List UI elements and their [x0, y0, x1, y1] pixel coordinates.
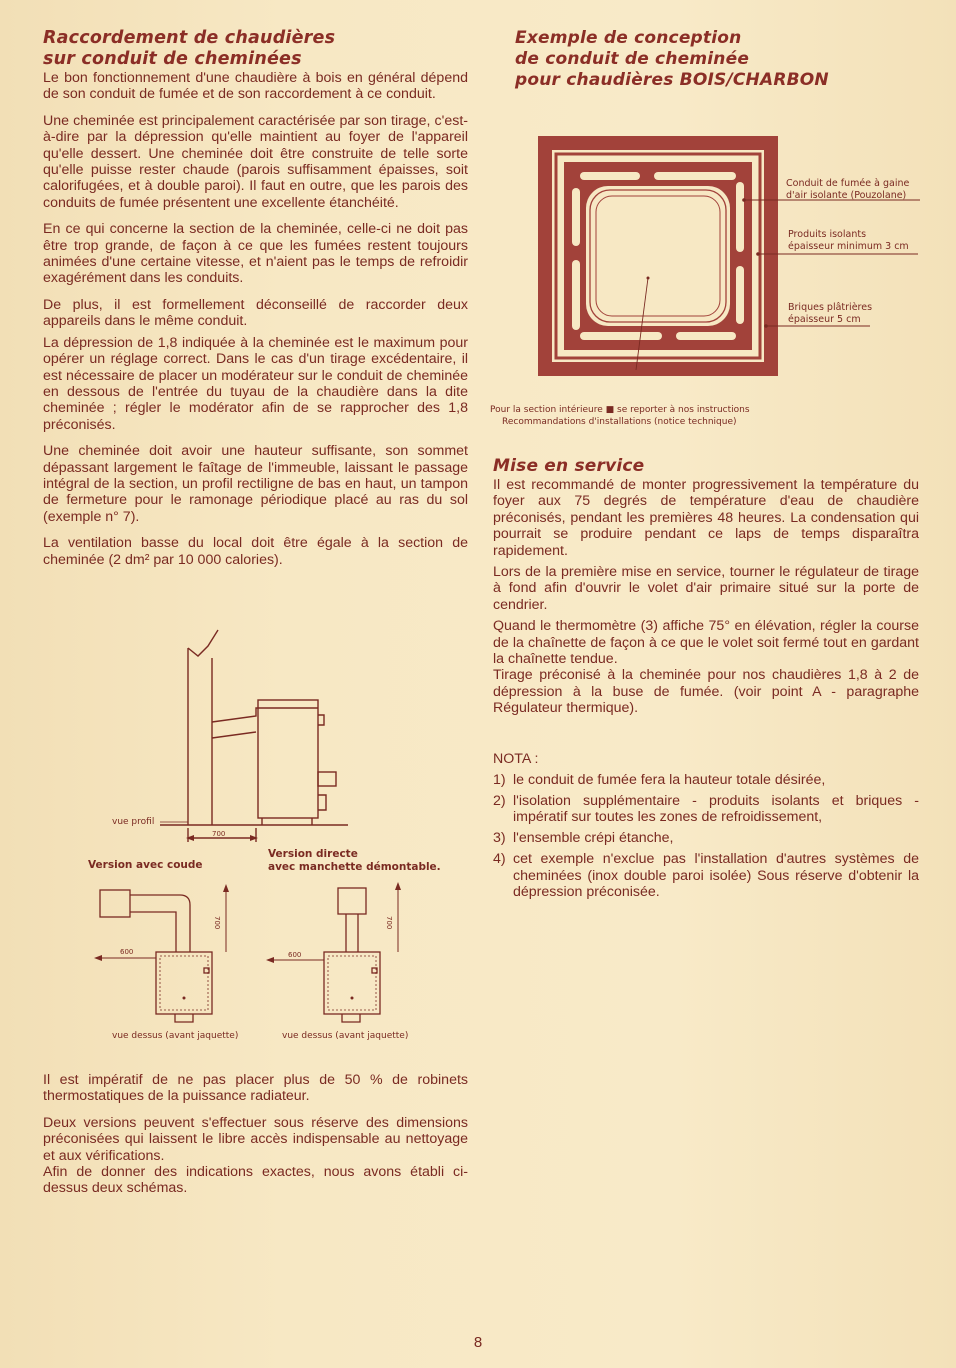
title-line-2: sur conduit de cheminées [43, 49, 302, 69]
paragraph: Il est recommandé de monter progressivement la température du foyer aux 75 degrés de température d'eau de chaudière préconisés, pendant les premières 48 heures. La condensation qui pourrait se produire pendant ce laps de temps disparaîtra rapidement. [493, 477, 919, 559]
section-title-exemple [515, 28, 943, 91]
right-column-header [515, 28, 943, 91]
nota-text: l'isolation supplémentaire - produits isolants et briques - impératif sur toutes les zones de refroidissement, [513, 793, 919, 826]
label-briques-1: Briques plâtrières [788, 302, 873, 313]
label-conduit-2: d'air isolante (Pouzolane) [786, 190, 907, 201]
version-directe-label-2: avec manchette démontable. [268, 861, 441, 873]
nota-item [493, 772, 919, 788]
left-bottom-text [43, 1072, 468, 1197]
nota-number: 1) [493, 772, 506, 789]
right-column-body [493, 456, 919, 905]
nota-number: 2) [493, 793, 506, 809]
title-line-3: pour chaudières BOIS/CHARBON [515, 70, 829, 90]
nota-text: cet exemple n'exclue pas l'installation d'autres systèmes de cheminées (inox double paroi isolée) Sous réserve d'obtenir la dépression préconisée. [513, 851, 919, 901]
dim-700-left: 700 [213, 916, 221, 930]
paragraph: La ventilation basse du local doit être égale à la section de cheminée (2 dm² par 10 000 calories). [43, 535, 468, 568]
page-number: 8 [473, 1334, 483, 1351]
paragraph: Une cheminée est principalement caractérisée par son tirage, c'est-à-dire par la dépression qu'elle maintient au foyer de l'appareil qu'elle dessert. Une cheminée doit être construite de telle sorte qu'elle puisse rester chaude (parois suffisamment épaisses, soit calorifugées, et à double paroi). Il faut en outre, que les parois des conduits de fumée présentent une excellente étanchéité. [43, 112, 468, 211]
chimney-section-diagram [486, 130, 926, 430]
paragraph: Quand le thermomètre (3) affiche 75° en élévation, régler la course de la chaînette de façon à ce que le volet soit fermé tout en gardant la chaînette tendue. [493, 618, 919, 668]
top-view-label-1: vue dessus (avant jaquette) [112, 1031, 239, 1041]
vue-profil-label: vue profil [112, 817, 155, 827]
paragraph: Le bon fonctionnement d'une chaudière à bois en général dépend de son conduit de fumée et de son raccordement à ce conduit. [43, 70, 468, 103]
paragraph: En ce qui concerne la section de la cheminée, celle-ci ne doit pas être trop grande, de façon à ce que les fumées restent toujours animées d'une certaine vitesse, et n'aient pas le temps de refroidir exagérément dans les conduits. [43, 221, 468, 287]
paragraph: Lors de la première mise en service, tourner le régulateur de tirage à fond afin d'ouvrir le volet d'air primaire situé sur la porte de cendrier. [493, 564, 919, 613]
dim-700-right: 700 [385, 916, 393, 930]
installation-diagram [80, 620, 460, 1050]
section-title-mise-en-service: Mise en service [493, 456, 645, 476]
nota-text: l'ensemble crépi étanche, [513, 830, 674, 847]
nota-item [493, 851, 919, 900]
label-isolants-2: épaisseur minimum 3 cm [788, 241, 909, 252]
nota-list [493, 772, 919, 900]
title-line-1: Raccordement de chaudières [43, 28, 336, 48]
nota-number: 4) [493, 851, 506, 868]
dim-600-left: 600 [120, 948, 134, 956]
title-line-2: de conduit de cheminée [515, 49, 750, 69]
diagram-caption-2: Recommandations d'installations (notice technique) [502, 417, 737, 427]
paragraph: De plus, il est formellement déconseillé de raccorder deux appareils dans le même conduit. [43, 296, 468, 330]
nota-number: 3) [493, 830, 506, 847]
version-directe-label-1: Version directe [268, 848, 358, 860]
nota-title: NOTA : [493, 750, 539, 767]
dim-600-right: 600 [288, 951, 302, 959]
nota-text: le conduit de fumée fera la hauteur totale désirée, [513, 772, 826, 789]
diagram-caption-1: Pour la section intérieure ■ se reporter à nos instructions [490, 405, 750, 415]
paragraph: Il est impératif de ne pas placer plus de 50 % de robinets thermostatiques de la puissance radiateur. [43, 1072, 468, 1105]
label-conduit-1: Conduit de fumée à gaine [786, 178, 910, 189]
paragraph: Une cheminée doit avoir une hauteur suffisante, son sommet dépassant largement le faîtage de l'immeuble, laissant le passage intégral de la section, un profil rectiligne de bas en haut, un tampon de fermeture pour le ramonage périodique placé au ras du sol (exemple n° 7). [43, 443, 468, 525]
paragraph: Afin de donner des indications exactes, nous avons établi ci-dessus deux schémas. [43, 1164, 468, 1197]
label-briques-2: épaisseur 5 cm [788, 314, 861, 325]
paragraph: Tirage préconisé à la cheminée pour nos chaudières 1,8 à 2 de dépression à la buse de fumée. (voir point A - paragraphe Régulateur thermique). [493, 667, 919, 717]
nota-item [493, 793, 919, 826]
label-isolants-1: Produits isolants [788, 229, 867, 240]
top-view-label-2: vue dessus (avant jaquette) [282, 1031, 409, 1041]
left-column [43, 28, 468, 568]
section-title-raccordement [43, 28, 468, 70]
paragraph: Deux versions peuvent s'effectuer sous réserve des dimensions préconisées qui laissent le libre accès indispensable au nettoyage et aux vérifications. [43, 1114, 468, 1164]
paragraph: La dépression de 1,8 indiquée à la cheminée est le maximum pour opérer un réglage correct. Dans le cas d'un tirage excédentaire, il est nécessaire de placer un modérateur sur le conduit de cheminée en dessous de l'entrée du tuyau de la chaudière dans la dite cheminée ; régler le modérator afin de se rapprocher des 1,8 préconisés. [43, 334, 468, 433]
version-coude-label: Version avec coude [88, 859, 203, 871]
nota-item [493, 830, 919, 846]
title-line-1: Exemple de conception [515, 28, 742, 48]
dim-700-label: 700 [212, 830, 226, 838]
